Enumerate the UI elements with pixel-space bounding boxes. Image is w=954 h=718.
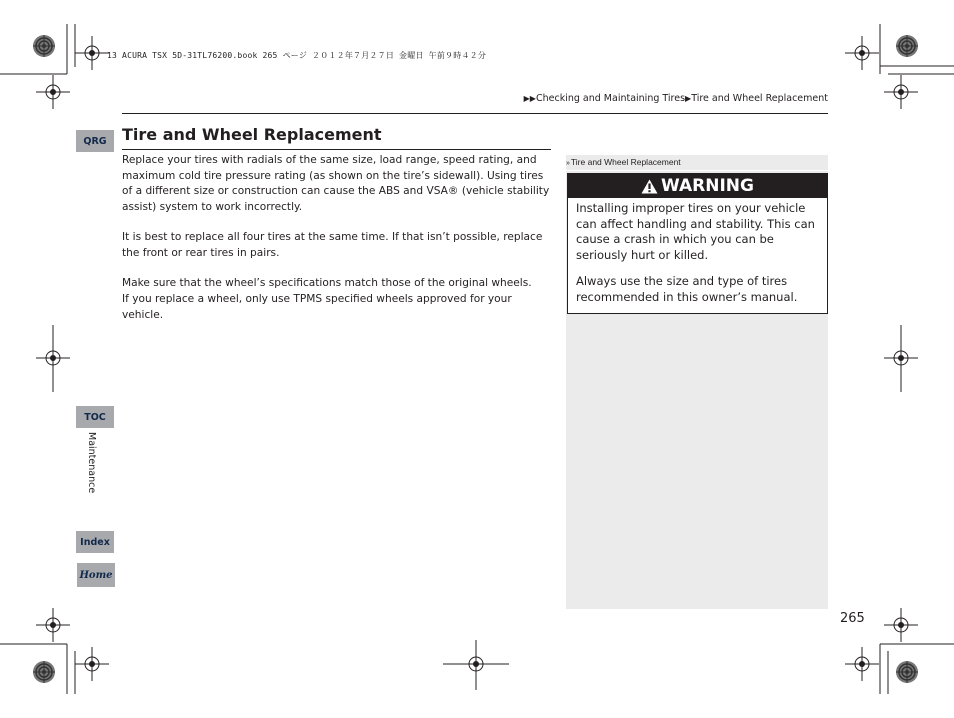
title-rule	[122, 149, 551, 150]
breadcrumb-marker: ▶▶	[523, 94, 536, 103]
breadcrumb-separator: ▶	[685, 94, 692, 103]
page-number: 265	[840, 611, 865, 626]
warning-header	[568, 174, 827, 198]
body-paragraph-2: It is best to replace all four tires at the same time. If that isn’t possible, replace the front or rear tires in pairs.	[122, 231, 543, 259]
warning-label: WARNING	[661, 176, 754, 196]
print-header: 13 ACURA TSX 5D-31TL76200.book 265 ページ ２０１２年７月２７日 金曜日 午前９時４２分	[107, 51, 487, 60]
warning-paragraph-2: Always use the size and type of tires recommended in this owner’s manual.	[576, 274, 798, 304]
breadcrumb	[524, 93, 828, 104]
sidebar-reference	[566, 155, 828, 171]
breadcrumb-parent[interactable]: Checking and Maintaining Tires	[535, 93, 686, 104]
sidebar-reference-title: Tire and Wheel Replacement	[570, 157, 681, 167]
warning-triangle-icon	[641, 179, 658, 194]
body-paragraph-1: Replace your tires with radials of the same size, load range, speed rating, and maximum cold tire pressure rating (as shown on the tire’s sidewall). Using tires of a different size or construction can cause the ABS and VSA® (vehicle stability assist) system to work incorrectly.	[122, 154, 550, 213]
home-tab[interactable]	[77, 563, 115, 587]
home-label: Home	[79, 569, 113, 581]
reference-icon: »	[566, 160, 570, 167]
qrg-tab[interactable]: QRG	[76, 130, 114, 152]
body-paragraph-3a: Make sure that the wheel’s specifications match those of the original wheels.	[122, 277, 532, 289]
breadcrumb-current: Tire and Wheel Replacement	[691, 93, 828, 104]
header-rule	[122, 113, 828, 114]
index-tab[interactable]: Index	[76, 531, 114, 553]
toc-tab[interactable]: TOC	[76, 406, 114, 428]
section-label: Maintenance	[86, 432, 97, 494]
page-title: Tire and Wheel Replacement	[122, 125, 382, 144]
warning-paragraph-1: Installing improper tires on your vehicle can affect handling and stability. This can cause a crash in which you can be seriously hurt or killed.	[576, 201, 815, 262]
warning-box	[567, 173, 828, 314]
body-paragraph-3b: If you replace a wheel, only use TPMS specified wheels approved for your vehicle.	[122, 293, 512, 321]
